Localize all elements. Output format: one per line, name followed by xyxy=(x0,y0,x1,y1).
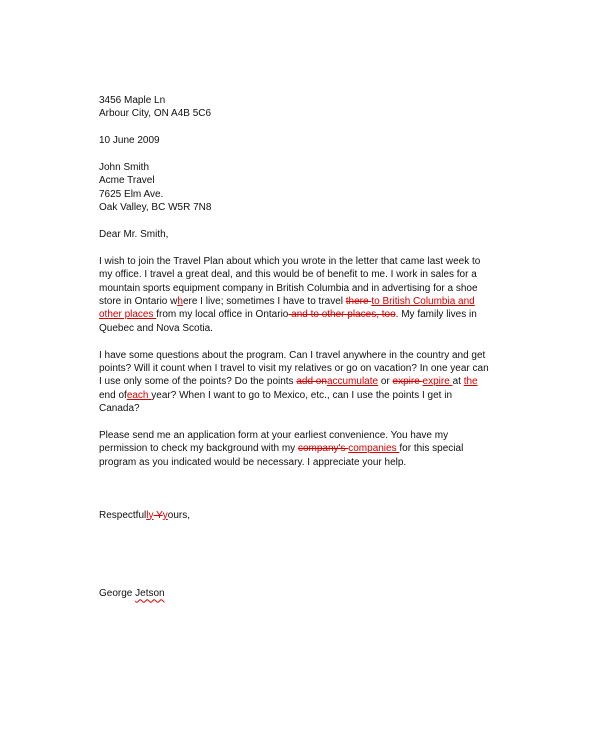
inserted-text: h xyxy=(177,296,183,308)
deleted-text: Y xyxy=(153,509,163,521)
text-run: ours, xyxy=(167,509,190,521)
deleted-text: add on xyxy=(296,376,327,388)
sender-address xyxy=(99,94,509,121)
text-run: permission to check my background with my xyxy=(99,443,298,455)
text-run: I use only some of the points? Do the points xyxy=(99,376,297,388)
paragraph-line: points? Will it count when I travel to visit my relatives or go on vacation? In one year can xyxy=(99,363,489,375)
signature-first-name: George xyxy=(99,588,136,600)
text-run: ere I live; sometimes I have to travel xyxy=(182,296,346,308)
recipient-address xyxy=(99,161,509,215)
inserted-text: other places xyxy=(99,309,157,321)
recipient-company: Acme Travel xyxy=(99,175,155,187)
text-run: at xyxy=(452,376,464,388)
text-run: from my local office in Ontario xyxy=(156,309,289,321)
deleted-text: company's xyxy=(297,443,349,455)
text-run: for this special xyxy=(399,443,464,455)
recipient-city: Oak Valley, BC W5R 7N8 xyxy=(99,202,212,214)
deleted-text: expire xyxy=(392,376,423,388)
paragraph-line: I have some questions about the program. Can I travel anywhere in the country and get xyxy=(99,349,486,361)
closing xyxy=(99,509,509,522)
inserted-text: accumulate xyxy=(326,376,379,388)
inserted-text: expire xyxy=(422,376,453,388)
deleted-text: there xyxy=(345,296,372,308)
text-run: or xyxy=(378,376,393,388)
signature xyxy=(99,587,509,600)
paragraph-line xyxy=(99,389,509,402)
text-run: store in Ontario w xyxy=(99,296,178,308)
paragraph-line xyxy=(99,442,509,455)
paragraph-2 xyxy=(99,349,509,416)
text-run: end of xyxy=(99,389,127,401)
paragraph-line xyxy=(99,308,509,321)
sender-city: Arbour City, ON A4B 5C6 xyxy=(99,108,212,120)
paragraph-line: I wish to join the Travel Plan about which you wrote in the letter that came last week to xyxy=(99,255,481,267)
salutation: Dear Mr. Smith, xyxy=(99,229,169,241)
paragraph-line: Canada? xyxy=(99,403,140,415)
text-run: Respectful xyxy=(99,509,147,521)
recipient-name: John Smith xyxy=(99,162,150,173)
text-run: year? When I want to go to Mexico, etc., can I use the points I get in xyxy=(151,389,452,401)
inserted-text: to British Columbia and xyxy=(371,296,475,308)
paragraph-line: my office. I travel a great deal, and this would be of benefit to me. I work in sales for a xyxy=(99,269,477,281)
letter-date: 10 June 2009 xyxy=(99,135,160,147)
paragraph-line xyxy=(99,375,509,388)
sender-street: 3456 Maple Ln xyxy=(99,95,166,106)
paragraph-line xyxy=(99,295,509,308)
inserted-text: ly xyxy=(146,509,154,521)
inserted-text: y xyxy=(162,509,168,521)
paragraph-line: Quebec and Nova Scotia. xyxy=(99,322,213,334)
paragraph-1 xyxy=(99,255,509,335)
paragraph-line: mountain sports equipment company in British Columbia and in advertising for a shoe xyxy=(99,282,478,294)
recipient-street: 7625 Elm Ave. xyxy=(99,188,164,200)
inserted-text: the xyxy=(463,376,478,388)
paragraph-line: program as you indicated would be necessary. I appreciate your help. xyxy=(99,456,407,468)
paragraph-3 xyxy=(99,429,509,469)
text-run: . My family lives in xyxy=(395,309,477,321)
paragraph-line: Please send me an application form at your earliest convenience. You have my xyxy=(99,430,449,442)
letter-body xyxy=(99,94,509,601)
inserted-text: each xyxy=(126,389,152,401)
inserted-text: companies xyxy=(348,443,400,455)
deleted-text: and to other places, too xyxy=(288,309,396,321)
signature-last-name: Jetson xyxy=(135,588,165,600)
